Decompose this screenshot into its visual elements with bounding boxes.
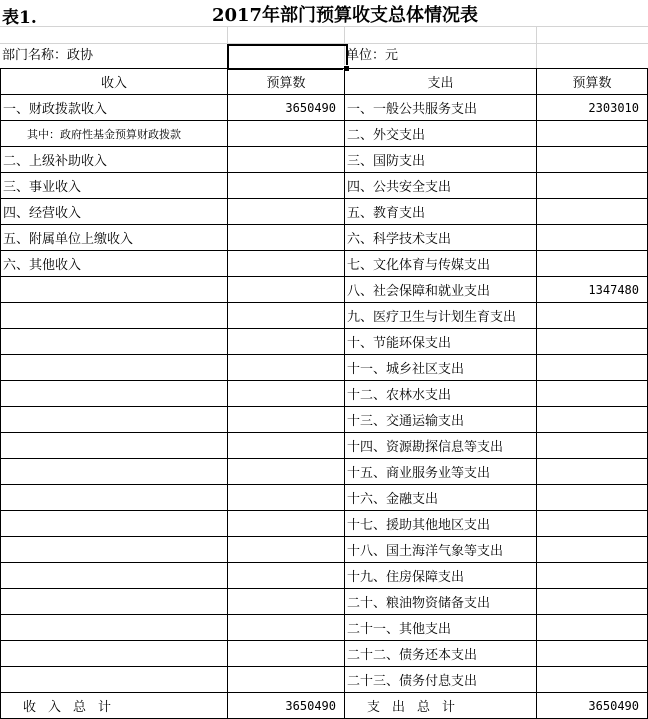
expense-budget-cell[interactable]	[537, 329, 648, 355]
expense-cell[interactable]: 七、文化体育与传媒支出	[345, 251, 537, 277]
income-cell[interactable]	[1, 485, 228, 511]
gridline	[227, 26, 228, 44]
expense-budget-cell[interactable]	[537, 199, 648, 225]
income-budget-cell[interactable]	[228, 537, 345, 563]
title-row	[0, 0, 648, 26]
expense-budget-cell[interactable]	[537, 303, 648, 329]
expense-cell[interactable]: 二、外交支出	[345, 121, 537, 147]
income-total-value[interactable]: 3650490	[228, 693, 345, 719]
expense-budget-cell[interactable]	[537, 381, 648, 407]
expense-budget-cell[interactable]	[537, 173, 648, 199]
income-budget-cell[interactable]: 3650490	[228, 95, 345, 121]
expense-budget-cell[interactable]	[537, 355, 648, 381]
table-row	[1, 563, 648, 589]
income-budget-cell[interactable]	[228, 667, 345, 693]
income-budget-cell[interactable]	[228, 381, 345, 407]
table-row	[1, 225, 648, 251]
expense-cell[interactable]: 十七、援助其他地区支出	[345, 511, 537, 537]
expense-budget-cell[interactable]	[537, 589, 648, 615]
income-cell[interactable]	[1, 303, 228, 329]
expense-budget-cell[interactable]	[537, 563, 648, 589]
expense-budget-cell[interactable]	[537, 459, 648, 485]
income-cell[interactable]: 一、财政拨款收入	[1, 95, 228, 121]
income-cell[interactable]	[1, 459, 228, 485]
expense-cell[interactable]: 十四、资源勘探信息等支出	[345, 433, 537, 459]
department-label[interactable]: 部门名称：政协	[2, 48, 94, 63]
selected-cell[interactable]	[227, 44, 348, 70]
income-cell[interactable]	[1, 589, 228, 615]
income-cell[interactable]	[1, 381, 228, 407]
expense-cell[interactable]: 二十三、债务付息支出	[345, 667, 537, 693]
gridline	[536, 26, 537, 68]
income-budget-cell[interactable]	[228, 303, 345, 329]
income-cell[interactable]: 五、附属单位上缴收入	[1, 225, 228, 251]
table-row	[1, 459, 648, 485]
income-budget-cell[interactable]	[228, 329, 345, 355]
table-row	[1, 147, 648, 173]
expense-budget-cell[interactable]: 2303010	[537, 95, 648, 121]
expense-cell[interactable]: 九、医疗卫生与计划生育支出	[345, 303, 537, 329]
income-cell[interactable]	[1, 537, 228, 563]
expense-cell[interactable]: 二十一、其他支出	[345, 615, 537, 641]
income-cell[interactable]	[1, 277, 228, 303]
expense-total-value[interactable]: 3650490	[537, 693, 648, 719]
table-row	[1, 355, 648, 381]
page-title: 2017年部门预算收支总体情况表	[211, 5, 479, 26]
expense-cell[interactable]: 十五、商业服务业等支出	[345, 459, 537, 485]
income-budget-cell[interactable]	[228, 459, 345, 485]
table-row	[1, 199, 648, 225]
expense-cell[interactable]: 一、一般公共服务支出	[345, 95, 537, 121]
income-budget-cell[interactable]	[228, 511, 345, 537]
expense-total-label[interactable]: 支出总计	[345, 693, 537, 719]
expense-budget-cell[interactable]	[537, 485, 648, 511]
income-cell[interactable]: 三、事业收入	[1, 173, 228, 199]
table-row	[1, 121, 648, 147]
expense-budget-cell[interactable]	[537, 537, 648, 563]
income-budget-cell[interactable]	[228, 173, 345, 199]
income-cell[interactable]	[1, 667, 228, 693]
income-budget-cell[interactable]	[228, 355, 345, 381]
income-cell[interactable]	[1, 563, 228, 589]
unit-label[interactable]: 单位：元	[346, 48, 399, 63]
expense-budget-cell[interactable]	[537, 433, 648, 459]
income-total-label[interactable]: 收入总计	[1, 693, 228, 719]
table-row	[1, 667, 648, 693]
table-row	[1, 537, 648, 563]
table-row	[1, 329, 648, 355]
income-budget-cell[interactable]	[228, 251, 345, 277]
table-row	[1, 641, 648, 667]
expense-cell[interactable]: 三、国防支出	[345, 147, 537, 173]
expense-budget-cell[interactable]	[537, 121, 648, 147]
expense-budget-cell[interactable]	[537, 251, 648, 277]
expense-cell[interactable]: 五、教育支出	[345, 199, 537, 225]
expense-cell[interactable]: 十、节能环保支出	[345, 329, 537, 355]
income-budget-cell[interactable]	[228, 407, 345, 433]
income-budget-cell[interactable]	[228, 121, 345, 147]
income-budget-cell[interactable]	[228, 277, 345, 303]
income-cell[interactable]	[1, 641, 228, 667]
expense-cell[interactable]: 四、公共安全支出	[345, 173, 537, 199]
column-header-expense[interactable]: 支出	[345, 69, 537, 95]
table-row	[1, 511, 648, 537]
expense-budget-cell[interactable]	[537, 615, 648, 641]
expense-cell[interactable]: 二十、粮油物资储备支出	[345, 589, 537, 615]
expense-budget-cell[interactable]	[537, 667, 648, 693]
income-cell[interactable]: 二、上级补助收入	[1, 147, 228, 173]
expense-budget-cell[interactable]	[537, 511, 648, 537]
expense-cell[interactable]: 十六、金融支出	[345, 485, 537, 511]
income-budget-cell[interactable]	[228, 433, 345, 459]
income-budget-cell[interactable]	[228, 589, 345, 615]
table-row	[1, 433, 648, 459]
table-row	[1, 95, 648, 121]
expense-budget-cell[interactable]	[537, 641, 648, 667]
table-row	[1, 381, 648, 407]
table-number: 表1.	[2, 8, 37, 28]
expense-budget-cell[interactable]: 1347480	[537, 277, 648, 303]
income-cell[interactable]	[1, 433, 228, 459]
table-row	[1, 251, 648, 277]
totals-row	[1, 693, 648, 719]
income-cell[interactable]	[1, 355, 228, 381]
income-budget-cell[interactable]	[228, 563, 345, 589]
expense-cell[interactable]: 十三、交通运输支出	[345, 407, 537, 433]
table-row	[1, 615, 648, 641]
table-row	[1, 173, 648, 199]
income-cell[interactable]	[1, 329, 228, 355]
income-budget-cell[interactable]	[228, 485, 345, 511]
table-row	[1, 589, 648, 615]
expense-cell[interactable]: 二十二、债务还本支出	[345, 641, 537, 667]
column-header-income[interactable]: 收入	[1, 69, 228, 95]
expense-cell[interactable]: 十八、国土海洋气象等支出	[345, 537, 537, 563]
income-cell[interactable]	[1, 511, 228, 537]
column-header-income-budget[interactable]: 预算数	[228, 69, 345, 95]
header-row	[1, 69, 648, 95]
income-cell[interactable]	[1, 407, 228, 433]
table-row	[1, 303, 648, 329]
expense-cell[interactable]: 六、科学技术支出	[345, 225, 537, 251]
table-row	[1, 407, 648, 433]
income-budget-cell[interactable]	[228, 199, 345, 225]
expense-cell[interactable]: 八、社会保障和就业支出	[345, 277, 537, 303]
income-cell[interactable]: 六、其他收入	[1, 251, 228, 277]
budget-table	[0, 68, 648, 719]
income-budget-cell[interactable]	[228, 615, 345, 641]
income-cell[interactable]	[1, 615, 228, 641]
expense-cell[interactable]: 十九、住房保障支出	[345, 563, 537, 589]
income-budget-cell[interactable]	[228, 147, 345, 173]
expense-budget-cell[interactable]	[537, 407, 648, 433]
column-header-expense-budget[interactable]: 预算数	[537, 69, 648, 95]
expense-cell[interactable]: 十一、城乡社区支出	[345, 355, 537, 381]
expense-budget-cell[interactable]	[537, 147, 648, 173]
expense-budget-cell[interactable]	[537, 225, 648, 251]
income-cell[interactable]: 四、经营收入	[1, 199, 228, 225]
table-row	[1, 277, 648, 303]
income-cell[interactable]: 其中：政府性基金预算财政拨款	[1, 121, 228, 147]
table-row	[1, 485, 648, 511]
income-budget-cell[interactable]	[228, 641, 345, 667]
income-budget-cell[interactable]	[228, 225, 345, 251]
expense-cell[interactable]: 十二、农林水支出	[345, 381, 537, 407]
